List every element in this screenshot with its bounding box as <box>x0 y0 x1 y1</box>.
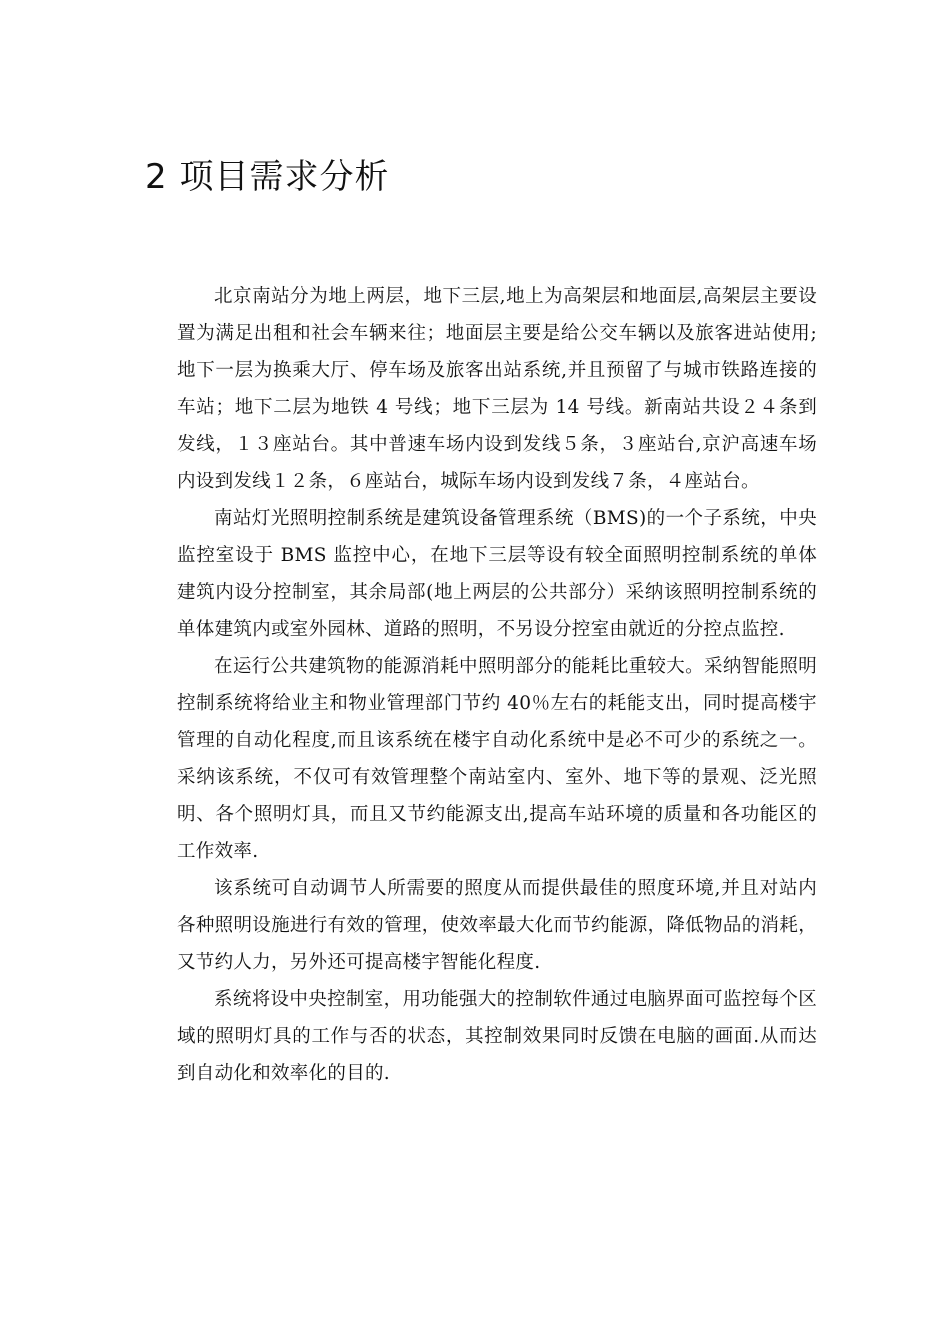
paragraph-energy-consumption: 在运行公共建筑物的能源消耗中照明部分的能耗比重较大。采纳智能照明控制系统将给业主和物业管理部门节约 40％左右的耗能支出，同时提高楼宇管理的自动化程度,而且该系统在楼宇自动化系统中是必不可少的系统之一。采纳该系统，不仅可有效管理整个南站室内、室外、地下等的景观、泛光照明、各个照明灯具，而且又节约能源支出,提高车站环境的质量和各功能区的工作效率. <box>177 656 817 862</box>
paragraph-station-layout: 北京南站分为地上两层，地下三层,地上为高架层和地面层,高架层主要设置为满足出租和社会车辆来往；地面层主要是给公交车辆以及旅客进站使用;地下一层为换乘大厅、停车场及旅客出站系统,并且预留了与城市铁路连接的车站；地下二层为地铁 4 号线；地下三层为 14 号线。新南站共设２４条到发线，１３座站台。其中普速车场内设到发线５条，３座站台,京沪高速车场内设到发线１２条，６座站台，城际车场内设到发线７条，４座站台。 <box>177 286 817 492</box>
paragraph-central-control: 系统将设中央控制室，用功能强大的控制软件通过电脑界面可监控每个区域的照明灯具的工作与否的状态，其控制效果同时反馈在电脑的画面.从而达到自动化和效率化的目的. <box>177 989 817 1084</box>
section-number: 2 <box>145 157 168 197</box>
section-heading <box>145 152 389 202</box>
section-title: 项目需求分析 <box>179 157 390 197</box>
paragraph-lighting-control: 南站灯光照明控制系统是建筑设备管理系统（BMS)的一个子系统，中央监控室设于 BMS 监控中心，在地下三层等设有较全面照明控制系统的单体建筑内设分控制室，其余局部(地上两层的公共部分）采纳该照明控制系统的单体建筑内或室外园林、道路的照明，不另设分控室由就近的分控点监控. <box>177 508 817 640</box>
body-text <box>177 278 817 1092</box>
paragraph-auto-adjust: 该系统可自动调节人所需要的照度从而提供最佳的照度环境,并且对站内各种照明设施进行有效的管理，使效率最大化而节约能源，降低物品的消耗，又节约人力，另外还可提高楼宇智能化程度. <box>177 878 817 973</box>
